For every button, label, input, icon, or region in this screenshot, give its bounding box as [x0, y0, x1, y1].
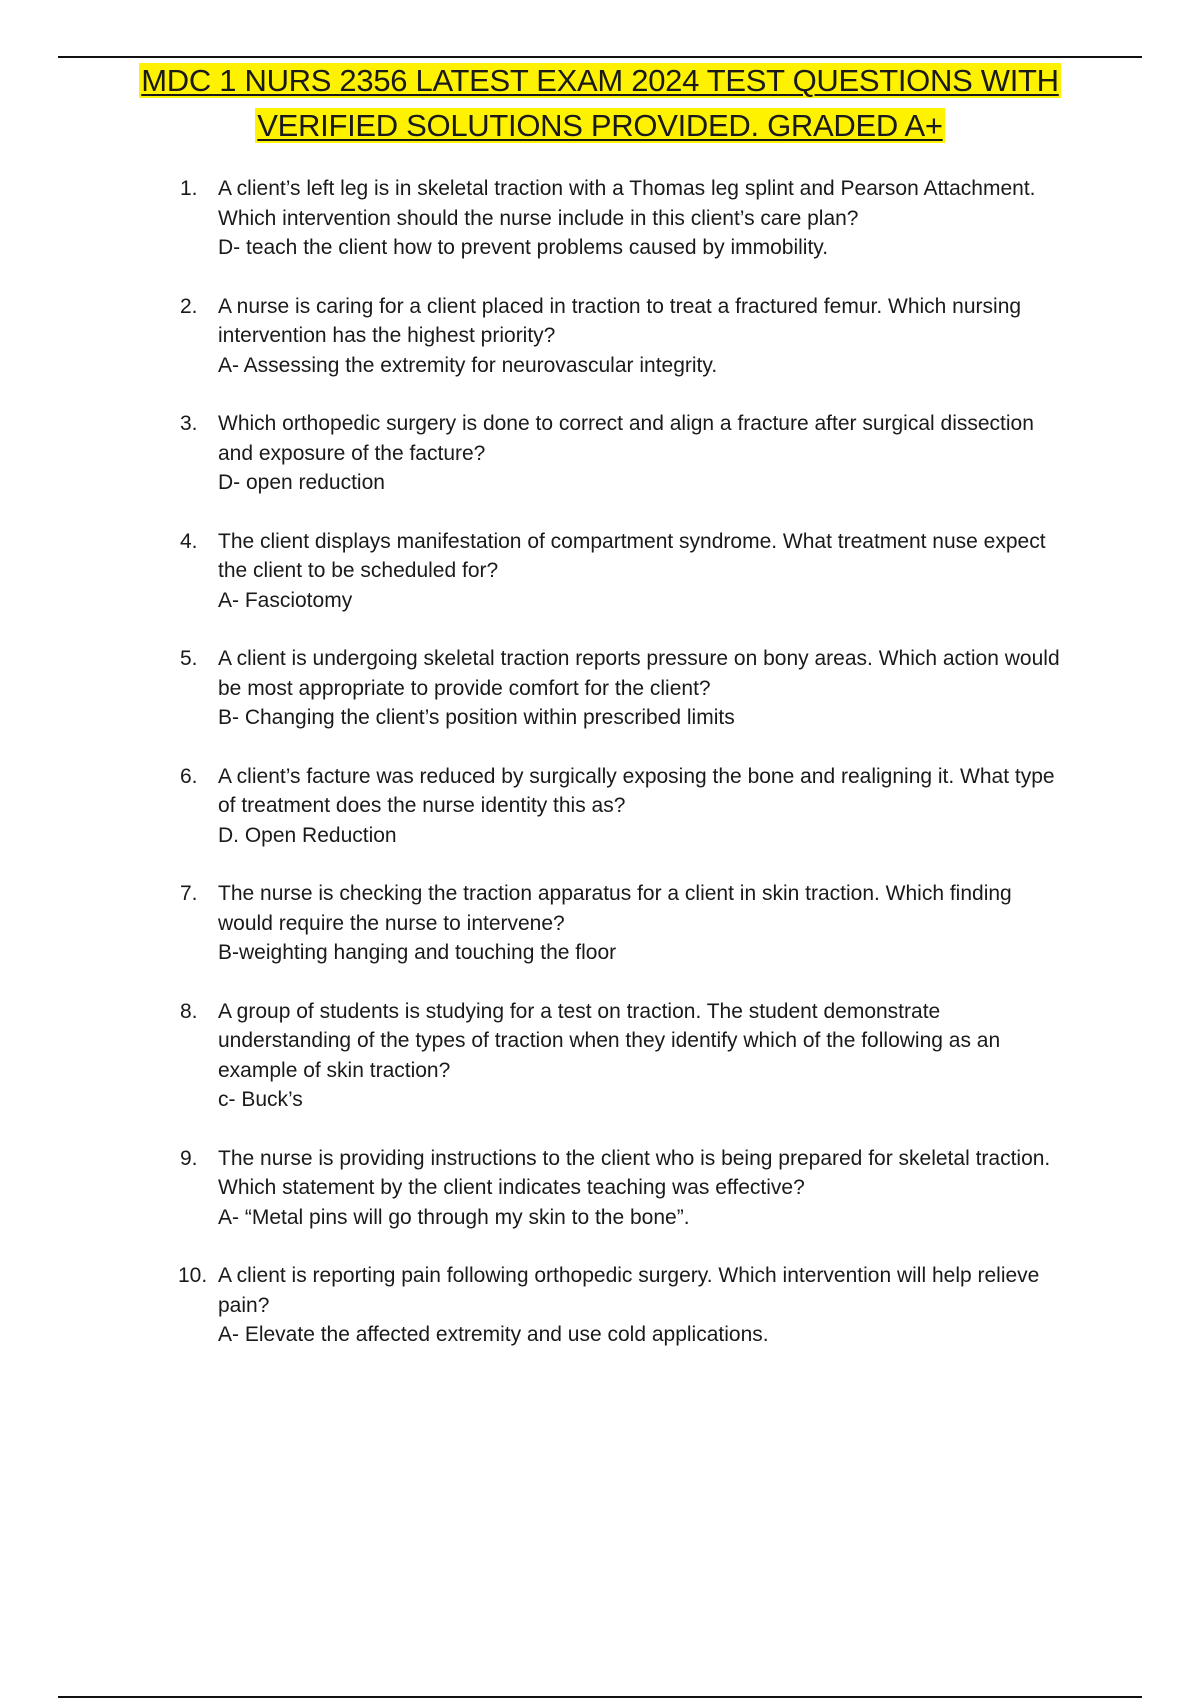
question-item-2 [180, 292, 1060, 381]
question-number: 10. [178, 1264, 208, 1287]
bottom-rule [58, 1696, 1142, 1698]
question-number: 2. [180, 294, 198, 318]
question-number: 5. [180, 647, 198, 670]
title-line-1: MDC 1 NURS 2356 LATEST EXAM 2024 TEST QUESTIONS WITH [141, 63, 1059, 98]
question-item-1 [180, 174, 1060, 263]
question-text: Which orthopedic surgery is done to correct and align a fracture after surgical dissection and exposure of the facture? [218, 412, 1034, 465]
question-answer: D- open reduction [218, 471, 385, 494]
question-answer: A- “Metal pins will go through my skin to the bone”. [218, 1205, 690, 1229]
question-item-4 [180, 527, 1060, 616]
question-answer: D- teach the client how to prevent problems caused by immobility. [218, 236, 829, 259]
document-title [100, 58, 1100, 148]
question-text: A nurse is caring for a client placed in traction to treat a fractured femur. Which nursing intervention has the highest priority? [218, 294, 1022, 347]
question-item-7 [180, 879, 1060, 968]
question-item-8 [180, 997, 1060, 1115]
question-text: A client is reporting pain following orthopedic surgery. Which intervention will help relieve pain? [218, 1264, 1040, 1317]
question-text: A client is undergoing skeletal traction reports pressure on bony areas. Which action would be most appropriate to provide comfort for the client? [218, 647, 1060, 700]
question-answer: B-weighting hanging and touching the floor [218, 941, 617, 964]
question-answer: c- Buck’s [218, 1088, 303, 1111]
question-text: A client’s facture was reduced by surgically exposing the bone and realigning it. What type of treatment does the nurse identity this as? [218, 764, 1055, 817]
question-text: The nurse is checking the traction apparatus for a client in skin traction. Which finding would require the nurse to intervene? [218, 882, 1012, 935]
question-item-3 [180, 409, 1060, 498]
question-text: A client’s left leg is in skeletal traction with a Thomas leg splint and Pearson Attachment. Which intervention should the nurse include in this client’s care plan? [218, 177, 1036, 230]
question-number: 6. [180, 764, 198, 788]
question-list [180, 174, 1060, 1379]
question-text: The client displays manifestation of compartment syndrome. What treatment nuse expect the client to be scheduled for? [218, 529, 1046, 582]
question-answer: A- Elevate the affected extremity and use cold applications. [218, 1323, 769, 1346]
question-answer: D. Open Reduction [218, 823, 397, 847]
question-answer: B- Changing the client’s position within prescribed limits [218, 706, 735, 729]
title-line-2: VERIFIED SOLUTIONS PROVIDED. GRADED A+ [257, 108, 943, 143]
question-number: 1. [180, 177, 198, 200]
question-item-9 [180, 1144, 1060, 1233]
question-number: 8. [180, 999, 198, 1023]
question-number: 7. [180, 882, 198, 905]
question-answer: A- Fasciotomy [218, 588, 353, 612]
question-answer: A- Assessing the extremity for neurovascular integrity. [218, 353, 718, 377]
question-number: 4. [180, 529, 198, 553]
question-text: A group of students is studying for a test on traction. The student demonstrate understanding of the types of traction when they identify which of the following as an example of skin traction? [218, 999, 1001, 1082]
question-number: 9. [180, 1146, 198, 1170]
question-number: 3. [180, 412, 198, 435]
question-item-10 [180, 1261, 1060, 1350]
question-text: The nurse is providing instructions to the client who is being prepared for skeletal traction. Which statement by the client indicates teaching was effective? [218, 1146, 1051, 1199]
question-item-6 [180, 762, 1060, 851]
question-item-5 [180, 644, 1060, 733]
